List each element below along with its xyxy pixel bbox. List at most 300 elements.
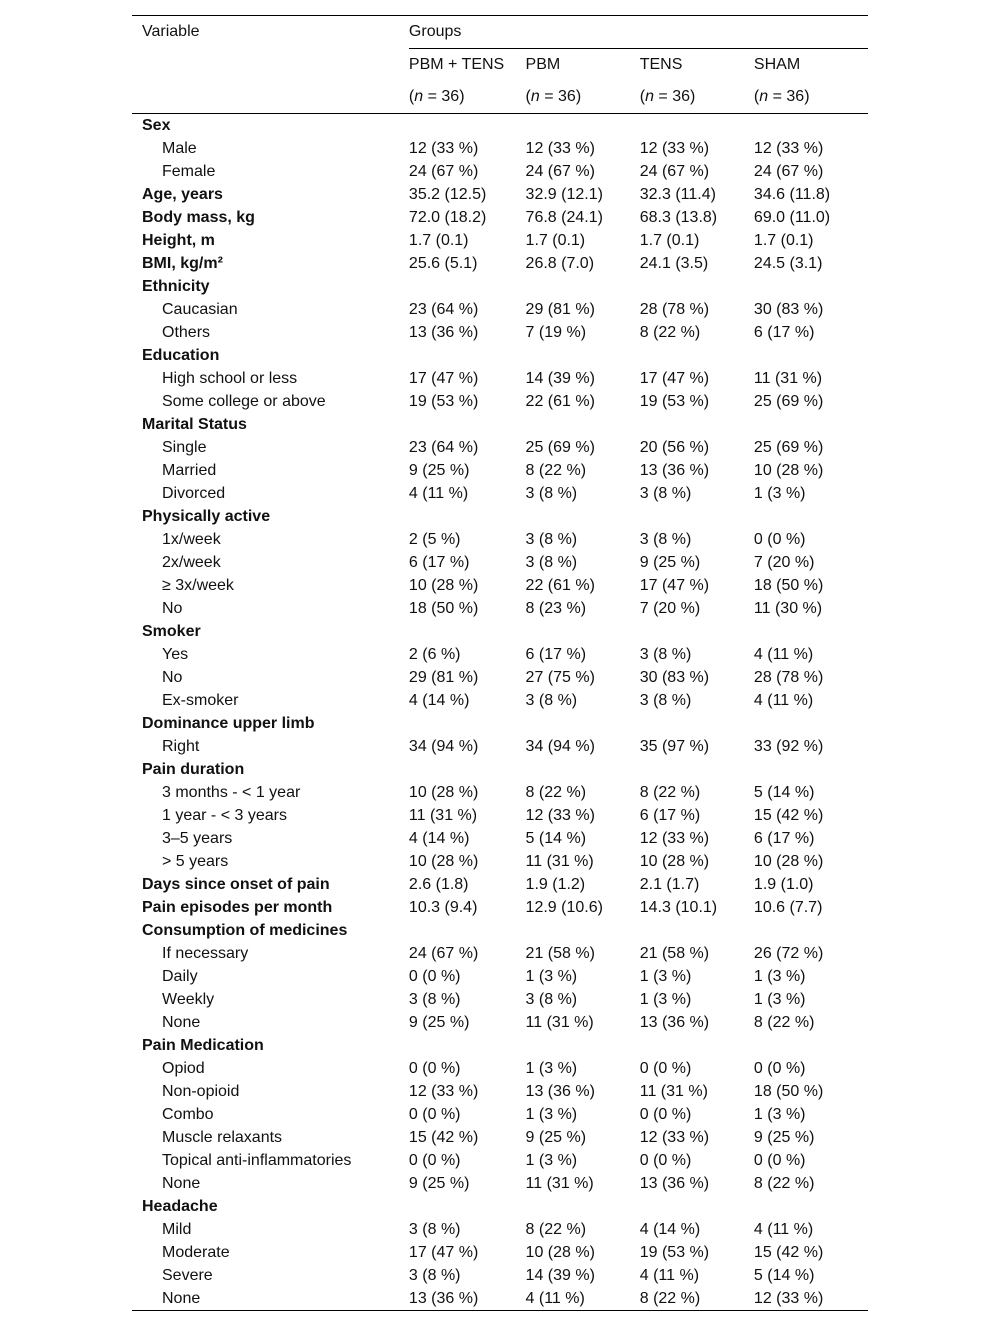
value-cell: [640, 919, 754, 942]
row-label: Education: [142, 347, 220, 364]
value-cell: 8 (22 %): [640, 1287, 754, 1311]
value-cell: 8 (22 %): [753, 1014, 815, 1031]
n-cell: (n = 36): [754, 81, 868, 114]
n-symbol: n: [645, 88, 654, 105]
value-cell: 34.6 (11.8): [753, 186, 831, 203]
row-label: Combo: [162, 1106, 214, 1123]
value-cell: 1 (3 %): [525, 1152, 578, 1169]
value-cell: 12 (33 %): [639, 1129, 710, 1146]
value-cell: [526, 712, 640, 735]
row-label: Consumption of medicines: [142, 922, 348, 939]
value-cell: 34 (94 %): [408, 738, 479, 755]
value-cell: 9 (25 %): [408, 462, 470, 479]
value-cell: 29 (81 %): [408, 669, 479, 686]
value-cell: 1 (3 %): [525, 1106, 578, 1123]
value-cell: [754, 712, 868, 735]
value-cell: 13 (36 %): [525, 1083, 595, 1100]
row-label: Pain duration: [142, 761, 245, 778]
value-cell: 25 (69 %): [753, 393, 824, 410]
row-label: Caucasian: [162, 301, 238, 318]
value-cell: 4 (11 %): [639, 1267, 700, 1284]
value-cell: 24 (67 %): [753, 163, 824, 180]
value-cell: 1 (3 %): [753, 1106, 806, 1123]
table-row: [132, 482, 868, 505]
value-cell: [526, 620, 640, 643]
value-cell: [409, 919, 526, 942]
row-label: Male: [162, 140, 197, 157]
value-cell: 4 (14 %): [408, 830, 470, 847]
value-cell: [409, 758, 526, 781]
value-cell: 0 (0 %): [639, 1060, 692, 1077]
value-cell: 7 (19 %): [525, 324, 587, 341]
value-cell: 17 (47 %): [639, 577, 710, 594]
value-cell: 0 (0 %): [408, 1060, 461, 1077]
table-row: [132, 528, 868, 551]
value-cell: [409, 1034, 526, 1057]
value-cell: 23 (64 %): [408, 439, 479, 456]
value-cell: 1 (3 %): [639, 991, 692, 1008]
value-cell: 13 (36 %): [639, 1175, 710, 1192]
value-cell: 3 (8 %): [639, 531, 692, 548]
n-cell: (n = 36): [640, 81, 754, 114]
value-cell: 12 (33 %): [639, 140, 710, 157]
table-row-category: [132, 344, 868, 367]
value-cell: 12.9 (10.6): [525, 899, 603, 916]
row-label: Pain episodes per month: [142, 899, 333, 916]
row-label: Right: [162, 738, 200, 755]
value-cell: 33 (92 %): [753, 738, 824, 755]
value-cell: 4 (11 %): [753, 646, 814, 663]
value-cell: 0 (0 %): [639, 1106, 692, 1123]
value-cell: 0 (0 %): [639, 1152, 692, 1169]
row-label: Some college or above: [162, 393, 326, 410]
value-cell: 25 (69 %): [525, 439, 595, 456]
value-cell: 19 (53 %): [639, 1244, 710, 1261]
value-cell: 10.6 (7.7): [753, 899, 823, 916]
row-label: Marital Status: [142, 416, 247, 433]
characteristics-table: [132, 15, 868, 1311]
table-row-category: [132, 413, 868, 436]
value-cell: 26 (72 %): [753, 945, 824, 962]
header-row-sample-size: [132, 81, 868, 114]
value-cell: 1.7 (0.1): [753, 232, 814, 249]
value-cell: [409, 413, 526, 436]
value-cell: 1.9 (1.2): [525, 876, 586, 893]
value-cell: 1.7 (0.1): [639, 232, 700, 249]
empty-header-cell: [132, 49, 409, 82]
value-cell: [754, 1195, 868, 1218]
value-cell: 8 (22 %): [525, 462, 587, 479]
value-cell: 8 (22 %): [639, 784, 701, 801]
value-cell: 76.8 (24.1): [525, 209, 603, 226]
value-cell: [754, 758, 868, 781]
table-row: [132, 666, 868, 689]
value-cell: 9 (25 %): [408, 1014, 470, 1031]
value-cell: 1.7 (0.1): [525, 232, 586, 249]
value-cell: 3 (8 %): [408, 1267, 461, 1284]
row-label: Weekly: [162, 991, 215, 1008]
value-cell: 1 (3 %): [639, 968, 692, 985]
empty-header-cell: [132, 81, 409, 114]
value-cell: 3 (8 %): [525, 692, 578, 709]
value-cell: [526, 114, 640, 138]
column-header-pbm-tens: PBM + TENS: [408, 56, 505, 73]
row-label: Muscle relaxants: [162, 1129, 283, 1146]
value-cell: [640, 712, 754, 735]
row-label: 1x/week: [162, 531, 221, 548]
table-row-category: [132, 1195, 868, 1218]
table-row: [132, 1149, 868, 1172]
value-cell: 35.2 (12.5): [408, 186, 487, 203]
value-cell: 8 (22 %): [753, 1175, 815, 1192]
variable-header: Variable: [132, 16, 409, 49]
value-cell: 21 (58 %): [639, 945, 710, 962]
value-cell: 11 (31 %): [639, 1083, 708, 1100]
row-label: ˃ 5 years: [162, 853, 229, 870]
value-cell: [754, 505, 868, 528]
table-row: [132, 1080, 868, 1103]
value-cell: 23 (64 %): [408, 301, 479, 318]
value-cell: 1 (3 %): [753, 968, 806, 985]
value-cell: 32.9 (12.1): [525, 186, 603, 203]
value-cell: 24.5 (3.1): [753, 255, 823, 272]
value-cell: [640, 275, 754, 298]
table-row-category: [132, 275, 868, 298]
table-row: [132, 597, 868, 620]
value-cell: 4 (11 %): [753, 1221, 814, 1238]
value-cell: 19 (53 %): [408, 393, 479, 410]
value-cell: 18 (50 %): [753, 577, 824, 594]
value-cell: 6 (17 %): [753, 830, 815, 847]
row-label: Single: [162, 439, 207, 456]
value-cell: [526, 1195, 640, 1218]
value-cell: 18 (50 %): [753, 1083, 824, 1100]
value-cell: 29 (81 %): [525, 301, 595, 318]
value-cell: 5 (14 %): [753, 1267, 815, 1284]
value-cell: [640, 758, 754, 781]
table-body: [132, 114, 868, 1311]
table-row: [132, 1057, 868, 1080]
value-cell: 27 (75 %): [525, 669, 595, 686]
table-row: [132, 1126, 868, 1149]
value-cell: [754, 1034, 868, 1057]
value-cell: 0 (0 %): [753, 1152, 806, 1169]
column-header-tens: TENS: [639, 56, 683, 73]
value-cell: 10 (28 %): [639, 853, 710, 870]
value-cell: [640, 505, 754, 528]
row-label: Mild: [162, 1221, 192, 1238]
row-label: Ethnicity: [142, 278, 210, 295]
table-row: [132, 942, 868, 965]
n-symbol: n: [530, 88, 540, 105]
value-cell: 10 (28 %): [753, 462, 824, 479]
row-label: No: [162, 669, 183, 686]
value-cell: 13 (36 %): [409, 1287, 526, 1311]
value-cell: [409, 620, 526, 643]
table-row: [132, 1172, 868, 1195]
table-row: [132, 367, 868, 390]
row-label: High school or less: [162, 370, 298, 387]
value-cell: 9 (25 %): [753, 1129, 815, 1146]
value-cell: 21 (58 %): [525, 945, 595, 962]
value-cell: 35 (97 %): [639, 738, 710, 755]
table-row: [132, 643, 868, 666]
value-cell: 12 (33 %): [408, 140, 479, 157]
value-cell: 2 (6 %): [408, 646, 461, 663]
value-cell: 1.9 (1.0): [753, 876, 814, 893]
table-row-category: [132, 229, 868, 252]
value-cell: [409, 712, 526, 735]
value-cell: 4 (11 %): [408, 485, 469, 502]
value-cell: 6 (17 %): [753, 324, 815, 341]
table-row-category: [132, 873, 868, 896]
value-cell: 15 (42 %): [408, 1129, 479, 1146]
value-cell: 3 (8 %): [525, 485, 578, 502]
value-cell: 13 (36 %): [408, 324, 479, 341]
row-label: Female: [162, 163, 216, 180]
row-label: 3 months - < 1 year: [162, 784, 301, 801]
value-cell: [754, 275, 868, 298]
value-cell: 24 (67 %): [408, 163, 479, 180]
value-cell: 1 (3 %): [753, 991, 806, 1008]
value-cell: 3 (8 %): [525, 554, 578, 571]
table-row: [132, 160, 868, 183]
value-cell: 14 (39 %): [525, 1267, 595, 1284]
value-cell: 22 (61 %): [525, 393, 595, 410]
row-label: Sex: [142, 117, 171, 134]
value-cell: 25 (69 %): [753, 439, 824, 456]
value-cell: [526, 275, 640, 298]
row-label: Daily: [162, 968, 198, 985]
value-cell: 26.8 (7.0): [525, 255, 595, 272]
n-symbol: n: [414, 88, 424, 105]
row-label: None: [132, 1287, 409, 1311]
column-header-pbm: PBM: [525, 56, 561, 73]
value-cell: 4 (11 %): [526, 1287, 640, 1311]
row-label: Opiod: [162, 1060, 205, 1077]
value-cell: 11 (31 %): [525, 853, 594, 870]
value-cell: 10 (28 %): [408, 853, 479, 870]
value-cell: 12 (33 %): [408, 1083, 479, 1100]
value-cell: 24.1 (3.5): [639, 255, 709, 272]
table-row: [132, 436, 868, 459]
value-cell: 17 (47 %): [639, 370, 710, 387]
value-cell: 3 (8 %): [525, 531, 578, 548]
value-cell: [754, 114, 868, 138]
value-cell: 5 (14 %): [525, 830, 587, 847]
table-row: [132, 1218, 868, 1241]
value-cell: [526, 1034, 640, 1057]
value-cell: [526, 758, 640, 781]
value-cell: 0 (0 %): [408, 1152, 461, 1169]
value-cell: 13 (36 %): [639, 1014, 710, 1031]
row-label: Dominance upper limb: [142, 715, 315, 732]
n-value: 36: [672, 88, 690, 105]
value-cell: 4 (11 %): [753, 692, 814, 709]
table-row: [132, 137, 868, 160]
value-cell: 10 (28 %): [408, 784, 479, 801]
row-label: Yes: [162, 646, 189, 663]
value-cell: 12 (33 %): [754, 1287, 868, 1311]
value-cell: 0 (0 %): [408, 1106, 461, 1123]
value-cell: [640, 620, 754, 643]
value-cell: 11 (31 %): [753, 370, 823, 387]
value-cell: [640, 1195, 754, 1218]
value-cell: 32.3 (11.4): [639, 186, 716, 203]
header-row-columns: [132, 49, 868, 82]
value-cell: 24 (67 %): [408, 945, 479, 962]
value-cell: 11 (31 %): [525, 1175, 594, 1192]
value-cell: [754, 620, 868, 643]
value-cell: 4 (14 %): [408, 692, 470, 709]
row-label: Age, years: [142, 186, 223, 203]
row-label: No: [162, 600, 183, 617]
value-cell: 8 (22 %): [525, 1221, 587, 1238]
row-label: Non-opioid: [162, 1083, 240, 1100]
value-cell: 17 (47 %): [408, 370, 479, 387]
table-row: [132, 1264, 868, 1287]
value-cell: 8 (22 %): [525, 784, 587, 801]
value-cell: 2 (5 %): [408, 531, 461, 548]
row-label: BMI, kg/m²: [142, 255, 223, 272]
value-cell: 6 (17 %): [408, 554, 470, 571]
row-label: Married: [162, 462, 217, 479]
value-cell: [526, 505, 640, 528]
value-cell: 10 (28 %): [753, 853, 824, 870]
groups-header: Groups: [409, 16, 868, 49]
value-cell: [526, 413, 640, 436]
value-cell: 2.1 (1.7): [639, 876, 700, 893]
row-label: None: [162, 1175, 201, 1192]
value-cell: 72.0 (18.2): [408, 209, 487, 226]
value-cell: 3 (8 %): [639, 646, 692, 663]
n-symbol: n: [759, 88, 769, 105]
value-cell: 68.3 (13.8): [639, 209, 718, 226]
value-cell: 28 (78 %): [753, 669, 824, 686]
value-cell: [526, 919, 640, 942]
value-cell: 10 (28 %): [408, 577, 479, 594]
value-cell: [640, 344, 754, 367]
value-cell: 17 (47 %): [408, 1244, 479, 1261]
table-row: [132, 321, 868, 344]
value-cell: 3 (8 %): [639, 485, 692, 502]
value-cell: 30 (83 %): [639, 669, 710, 686]
table-row: [132, 988, 868, 1011]
row-label: Body mass, kg: [142, 209, 255, 226]
table-row-category: [132, 183, 868, 206]
row-label: If necessary: [162, 945, 249, 962]
value-cell: 12 (33 %): [525, 807, 595, 824]
table-row-category: [132, 1034, 868, 1057]
row-label: Height, m: [142, 232, 215, 249]
table-row: [132, 1103, 868, 1126]
value-cell: 18 (50 %): [408, 600, 479, 617]
value-cell: [640, 413, 754, 436]
value-cell: 11 (30 %): [753, 600, 823, 617]
table-row: [132, 459, 868, 482]
n-cell: (n = 36): [409, 81, 526, 114]
value-cell: [640, 1034, 754, 1057]
row-label: Physically active: [142, 508, 271, 525]
table-row: [132, 1287, 868, 1311]
value-cell: 4 (14 %): [639, 1221, 701, 1238]
row-label: Severe: [162, 1267, 213, 1284]
value-cell: [754, 344, 868, 367]
value-cell: 11 (31 %): [408, 807, 478, 824]
value-cell: [754, 413, 868, 436]
n-value: 36: [786, 88, 805, 105]
row-label: 2x/week: [162, 554, 221, 571]
row-label: Headache: [142, 1198, 218, 1215]
value-cell: [409, 1195, 526, 1218]
value-cell: 0 (0 %): [753, 531, 806, 548]
value-cell: 9 (25 %): [408, 1175, 470, 1192]
table-row-category: [132, 206, 868, 229]
table-row: [132, 1241, 868, 1264]
table-row: [132, 689, 868, 712]
row-label: 3–5 years: [162, 830, 233, 847]
row-label: None: [162, 1014, 201, 1031]
value-cell: 7 (20 %): [753, 554, 815, 571]
value-cell: 19 (53 %): [639, 393, 710, 410]
value-cell: [409, 275, 526, 298]
value-cell: 1.7 (0.1): [408, 232, 469, 249]
n-value: 36: [441, 88, 460, 105]
table-row: [132, 781, 868, 804]
value-cell: 3 (8 %): [525, 991, 578, 1008]
value-cell: 1 (3 %): [525, 1060, 578, 1077]
value-cell: 8 (22 %): [639, 324, 701, 341]
value-cell: 6 (17 %): [525, 646, 587, 663]
n-cell: (n = 36): [526, 81, 640, 114]
value-cell: 69.0 (11.0): [753, 209, 831, 226]
table-row: [132, 735, 868, 758]
value-cell: 24 (67 %): [639, 163, 710, 180]
value-cell: 9 (25 %): [525, 1129, 587, 1146]
table-row: [132, 804, 868, 827]
value-cell: 34 (94 %): [525, 738, 595, 755]
table-row: [132, 390, 868, 413]
value-cell: [640, 114, 754, 138]
row-label: Others: [162, 324, 211, 341]
table-row-category: [132, 758, 868, 781]
value-cell: 10.3 (9.4): [408, 899, 478, 916]
value-cell: 15 (42 %): [753, 807, 824, 824]
value-cell: 14.3 (10.1): [639, 899, 718, 916]
value-cell: 3 (8 %): [408, 991, 461, 1008]
row-label: Moderate: [162, 1244, 230, 1261]
value-cell: 0 (0 %): [753, 1060, 806, 1077]
value-cell: 8 (23 %): [525, 600, 587, 617]
value-cell: 13 (36 %): [639, 462, 710, 479]
value-cell: [409, 505, 526, 528]
table-row-category: [132, 505, 868, 528]
row-label: Ex-smoker: [162, 692, 239, 709]
column-header-sham: SHAM: [753, 56, 801, 73]
value-cell: 2.6 (1.8): [408, 876, 469, 893]
value-cell: 25.6 (5.1): [408, 255, 478, 272]
value-cell: 6 (17 %): [639, 807, 701, 824]
row-label: Pain Medication: [142, 1037, 264, 1054]
value-cell: 10 (28 %): [525, 1244, 595, 1261]
value-cell: 5 (14 %): [753, 784, 815, 801]
value-cell: 28 (78 %): [639, 301, 710, 318]
value-cell: 14 (39 %): [525, 370, 595, 387]
table-row: [132, 298, 868, 321]
value-cell: 7 (20 %): [639, 600, 701, 617]
n-value: 36: [558, 88, 576, 105]
table-row-category: [132, 896, 868, 919]
